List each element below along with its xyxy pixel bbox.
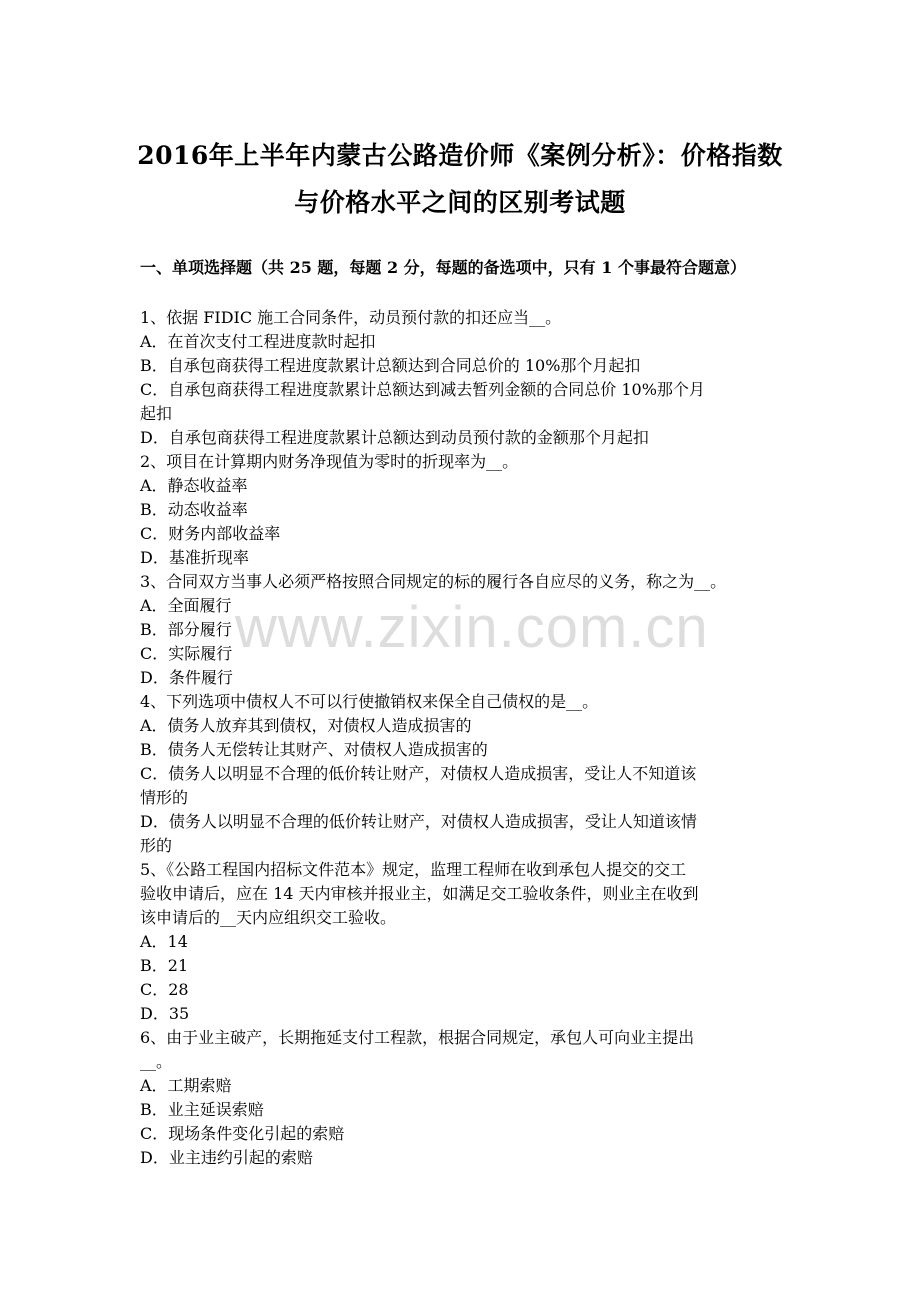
question-line: __。 [140, 1052, 173, 1071]
question-line: D．基准折现率 [140, 548, 249, 567]
question-line: 5、《公路工程国内招标文件范本》规定，监理工程师在收到承包人提交的交工 [140, 860, 687, 879]
question-line: A．工期索赔 [140, 1076, 232, 1095]
question-line: 该申请后的__天内应组织交工验收。 [140, 908, 397, 927]
watermark: www.zixin.com.cn [235, 595, 709, 660]
question-list [140, 306, 785, 1170]
question-line: A．全面履行 [140, 596, 232, 615]
question-line: 起扣 [140, 404, 173, 423]
question-line: 验收申请后，应在 14 天内审核并报业主，如满足交工验收条件，则业主在收到 [140, 884, 699, 903]
question-line: C．债务人以明显不合理的低价转让财产，对债权人造成损害，受让人不知道该 [140, 764, 697, 783]
question-line: A．债务人放弃其到债权，对债权人造成损害的 [140, 716, 472, 735]
question-line: A．14 [140, 932, 188, 951]
question-line: B．21 [140, 956, 189, 975]
question-line: B．部分履行 [140, 620, 232, 639]
question-line: 情形的 [140, 788, 189, 807]
question-line: D．35 [140, 1004, 190, 1023]
question-line: C．实际履行 [140, 644, 233, 663]
question-line: B．债务人无偿转让其财产、对债权人造成损害的 [140, 740, 488, 759]
question-line: 2、项目在计算期内财务净现值为零时的折现率为__。 [140, 452, 519, 471]
question-line: C．现场条件变化引起的索赔 [140, 1124, 345, 1143]
question-line: D．条件履行 [140, 668, 233, 687]
question-line: D．业主违约引起的索赔 [140, 1148, 313, 1167]
question-line: 形的 [140, 836, 173, 855]
question-line: B．业主延误索赔 [140, 1100, 264, 1119]
question-line: 6、由于业主破产，长期拖延支付工程款，根据合同规定，承包人可向业主提出 [140, 1028, 695, 1047]
document-title-line-2: 与价格水平之间的区别考试题 [294, 188, 626, 217]
question-line: A．静态收益率 [140, 476, 248, 495]
question-line: A．在首次支付工程进度款时起扣 [140, 332, 376, 351]
question-line: 4、下列选项中债权人不可以行使撤销权来保全自己债权的是__。 [140, 692, 599, 711]
question-line: B．动态收益率 [140, 500, 248, 519]
question-line: B．自承包商获得工程进度款累计总额达到合同总价的 10%那个月起扣 [140, 356, 641, 375]
question-line: 3、合同双方当事人必须严格按照合同规定的标的履行各自应尽的义务，称之为__。 [140, 572, 727, 591]
question-line: C．自承包商获得工程进度款累计总额达到减去暂列金额的合同总价 10%那个月 [140, 380, 705, 399]
document-title-line-1: 2016年上半年内蒙古公路造价师《案例分析》：价格指数 [137, 141, 783, 170]
question-line: 1、依据 FIDIC 施工合同条件，动员预付款的扣还应当__。 [140, 308, 562, 327]
question-line: D．自承包商获得工程进度款累计总额达到动员预付款的金额那个月起扣 [140, 428, 649, 447]
question-line: C．财务内部收益率 [140, 524, 281, 543]
question-line: D．债务人以明显不合理的低价转让财产，对债权人造成损害，受让人知道该情 [140, 812, 697, 831]
question-line: C．28 [140, 980, 189, 999]
section-heading: 一、单项选择题（共 25 题，每题 2 分，每题的备选项中，只有 1 个事最符合题意） [140, 258, 746, 277]
